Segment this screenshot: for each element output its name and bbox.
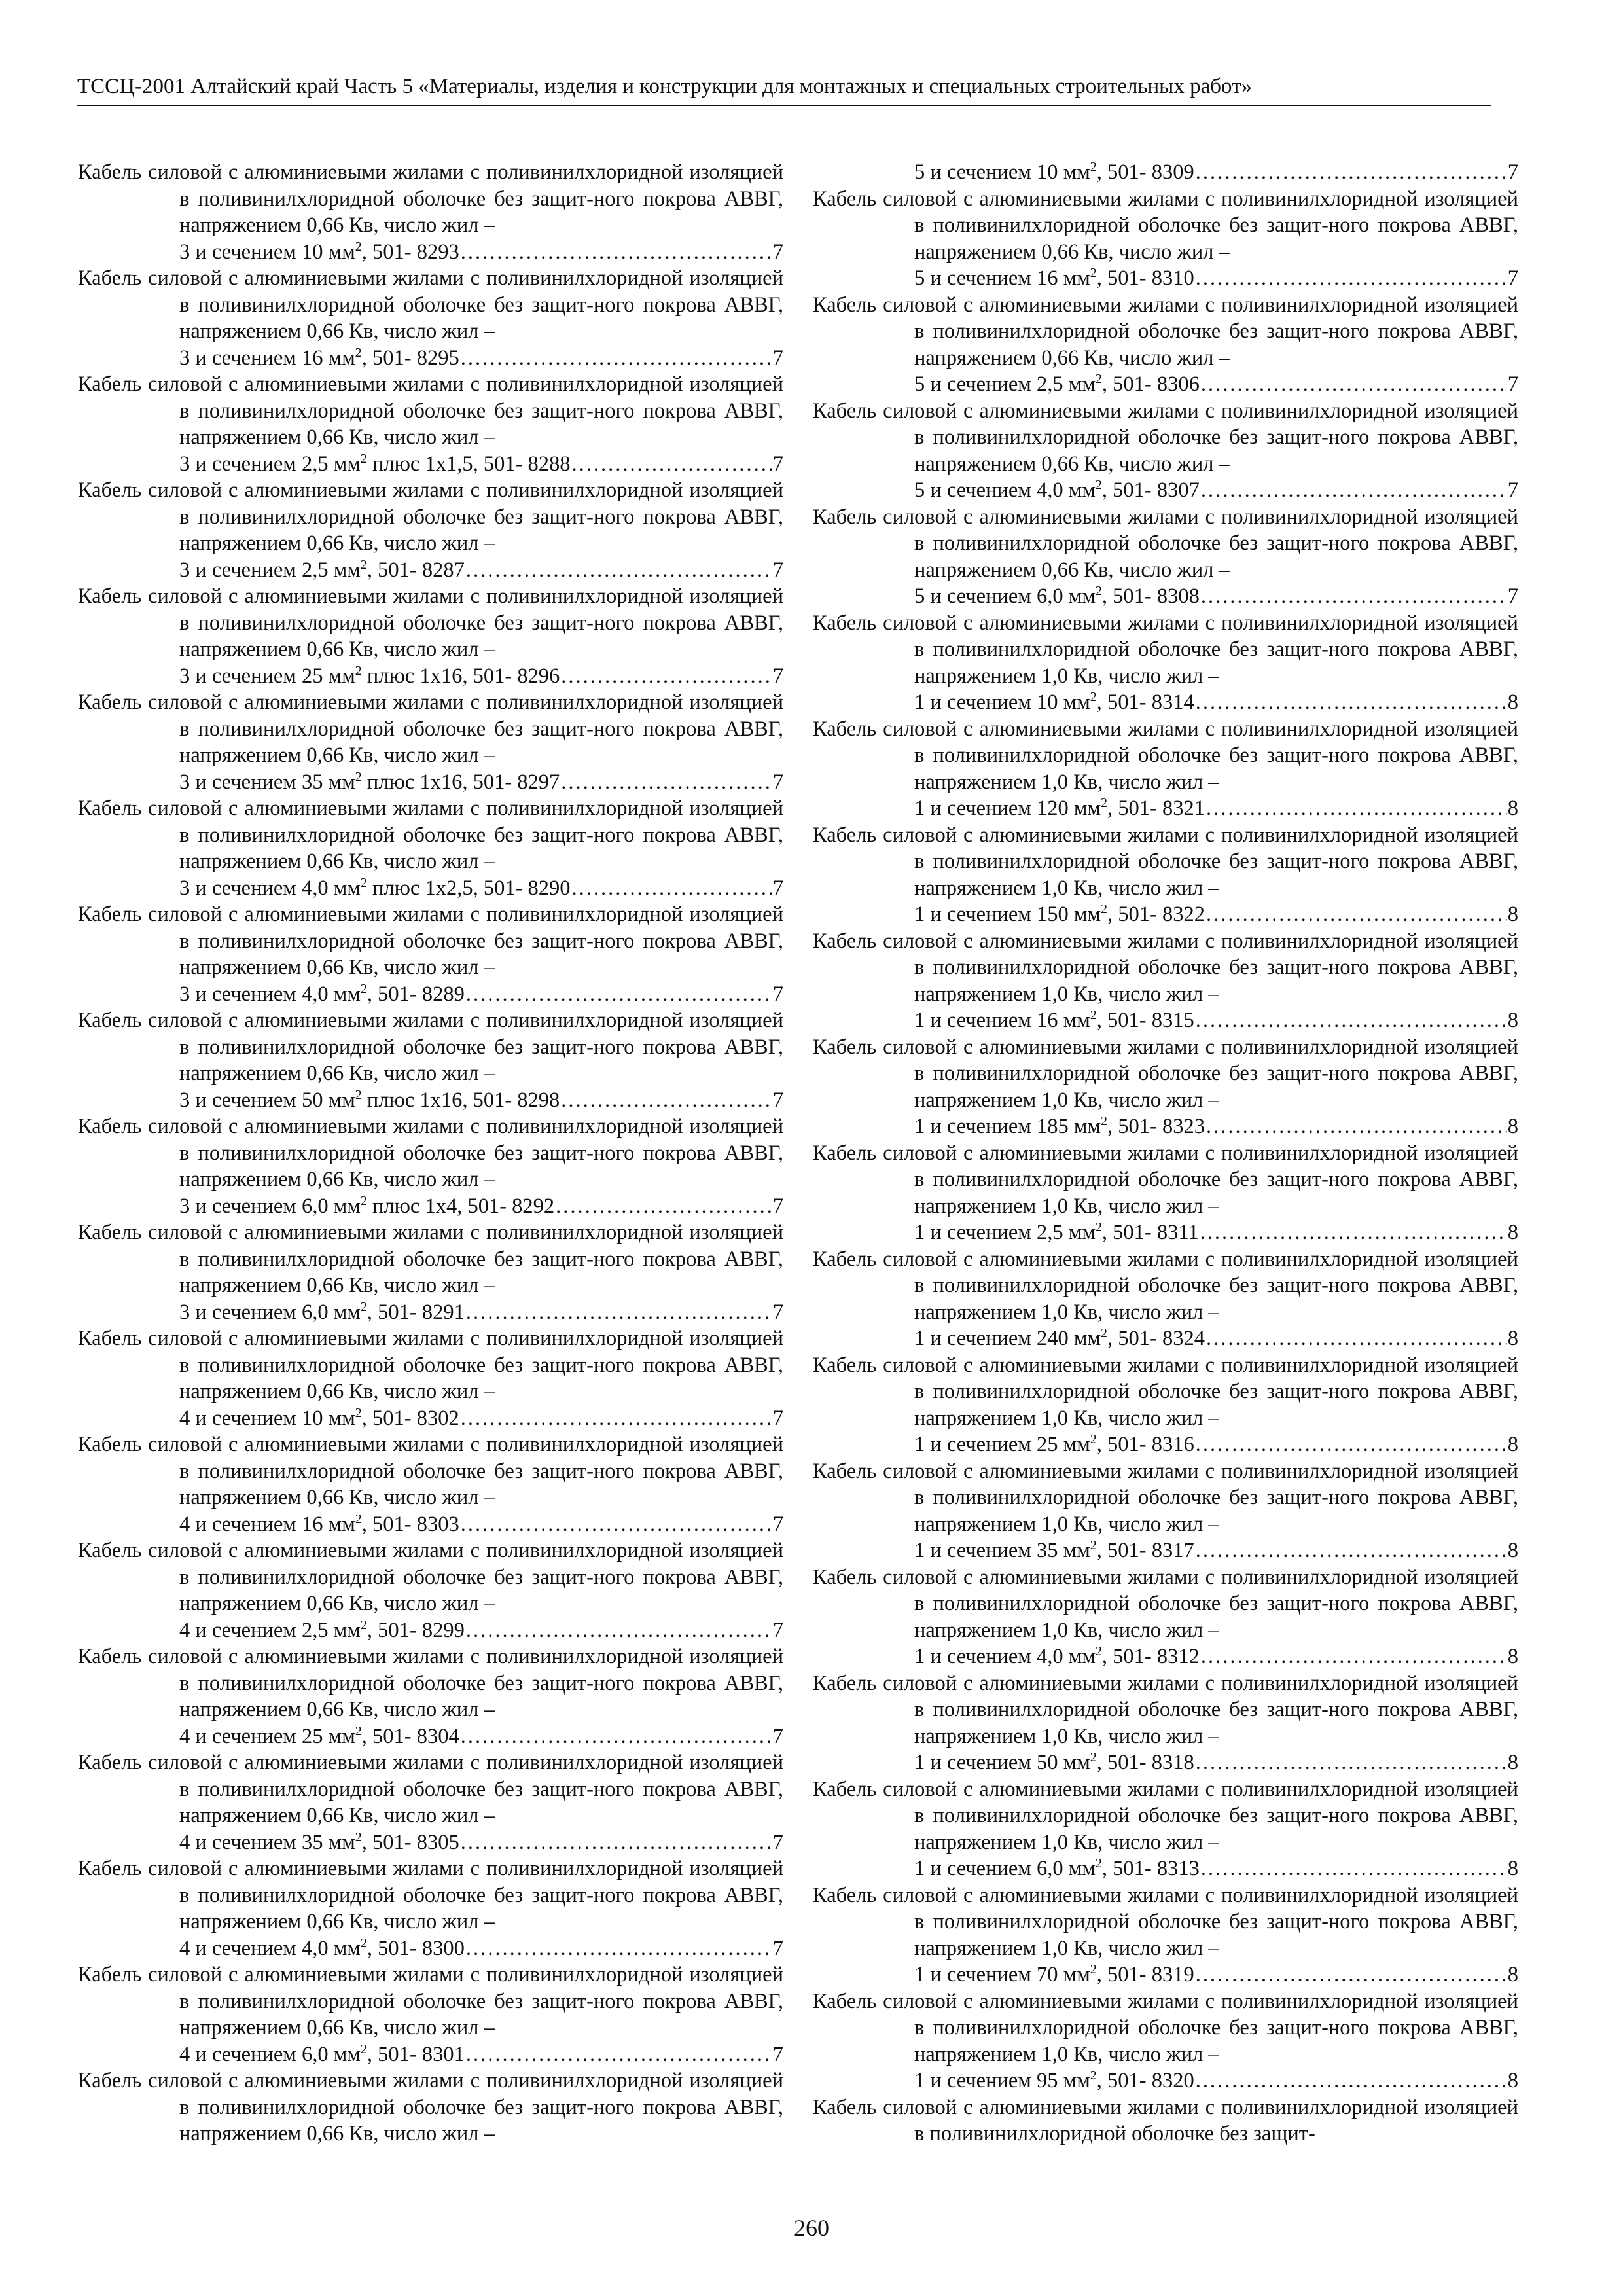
dot-leader [561,1087,771,1114]
index-entry [78,1325,783,1431]
entry-spec: 1 и сечением 95 $мм^2$, 501- 8320 [914,2068,1194,2092]
entry-description: Кабель силовой с алюминиевыми жилами с поливинилхлоридной изоляцией в поливинилхлоридной оболочке без защит-ного покрова АВВГ, напряжением 1,0 Кв, число жил – [813,1035,1518,1112]
dot-leader [461,345,772,372]
dot-leader [556,1193,772,1220]
entry-page-ref: 8 [1507,797,1518,820]
entry-spec: 1 и сечением 70 $мм^2$, 501- 8319 [914,1962,1194,1986]
entry-page-ref: 7 [772,346,783,370]
entry-reference-line [914,1537,1518,1564]
entry-page-ref: 7 [1507,160,1518,184]
entry-spec: 3 и сечением 25 $мм^2$ плюс 1x16, 501- 8296 [179,663,560,688]
entry-reference-line [914,1431,1518,1458]
entry-description: Кабель силовой с алюминиевыми жилами с поливинилхлоридной изоляцией в поливинилхлоридной оболочке без защит-ного покрова АВВГ, напряжением 1,0 Кв, число жил – [813,1989,1518,2066]
entry-page-ref: 7 [772,1512,783,1536]
unit-exponent: 2 [355,239,362,254]
dot-leader [461,239,772,266]
entry-page-ref: 8 [1507,1963,1518,1986]
entry-spec: 4 и сечением 10 $мм^2$, 501- 8302 [179,1405,459,1430]
dot-leader [466,2041,772,2068]
dot-leader [1206,795,1507,822]
entry-description: Кабель силовой с алюминиевыми жилами с поливинилхлоридной изоляцией в поливинилхлоридной оболочке без защит-ного покрова АВВГ, напряжением 1,0 Кв, число жил – [813,1671,1518,1748]
dot-leader [466,557,772,584]
dot-leader [1200,1219,1507,1246]
index-entry [78,1962,783,2068]
dot-leader [1196,159,1507,186]
index-entry [78,1856,783,1962]
index-entry [78,1749,783,1856]
entry-page-ref: 8 [1507,1115,1518,1138]
entry-reference-line [179,1829,783,1856]
entry-spec: 1 и сечением 240 $мм^2$, 501- 8324 [914,1326,1205,1350]
unit-exponent: 2 [1095,584,1102,598]
entry-reference-line [179,769,783,796]
entry-spec: 3 и сечением 6,0 $мм^2$, 501- 8291 [179,1299,465,1324]
entry-reference-line [914,1749,1518,1776]
entry-description: Кабель силовой с алюминиевыми жилами с поливинилхлоридной изоляцией в поливинилхлоридной оболочке без защит-ного покрова АВВГ, напряжением 0,66 Кв, число жил – [813,187,1518,264]
entry-page-ref: 7 [772,770,783,794]
entry-spec: 1 и сечением 25 $мм^2$, 501- 8316 [914,1432,1194,1456]
entry-description: Кабель силовой с алюминиевыми жилами с поливинилхлоридной изоляцией в поливинилхлоридной оболочке без защит-ного покрова АВВГ, напряжением 1,0 Кв, число жил – [813,1247,1518,1324]
entry-description: Кабель силовой с алюминиевыми жилами с поливинилхлоридной изоляцией в поливинилхлоридной оболочке без защит-ного покрова АВВГ, напряжением 0,66 Кв, число жил – [78,1009,783,1085]
entry-page-ref: 8 [1507,2069,1518,2092]
entry-description: Кабель силовой с алюминиевыми жилами с поливинилхлоридной изоляцией в поливинилхлоридной оболочке без защит-ного покрова АВВГ, напряжением 1,0 Кв, число жил – [813,929,1518,1006]
index-entry [78,371,783,477]
unit-exponent: 2 [355,1723,362,1738]
unit-exponent: 2 [355,663,362,678]
entry-description: Кабель силовой с алюминиевыми жилами с поливинилхлоридной изоляцией в поливинилхлоридной оболочке без защит-ного покрова АВВГ, напряжением 1,0 Кв, число жил – [813,1883,1518,1960]
entry-description: Кабель силовой с алюминиевыми жилами с поливинилхлоридной изоляцией в поливинилхлоридной оболочке без защит-ного покрова АВВГ, напряжением 0,66 Кв, число жил – [78,372,783,449]
entry-spec: 3 и сечением 6,0 $мм^2$ плюс 1x4, 501- 8292 [179,1193,555,1218]
entry-page-ref: 7 [772,876,783,900]
entry-description: Кабель силовой с алюминиевыми жилами с поливинилхлоридной изоляцией в поливинилхлоридной оболочке без защит-ного покрова АВВГ, напряжением 0,66 Кв, число жил – [78,691,783,767]
index-entry [813,1352,1518,1458]
entry-description: Кабель силовой с алюминиевыми жилами с поливинилхлоридной изоляцией в поливинилхлоридной оболочке без защит-ного покрова АВВГ, напряжением 0,66 Кв, число жил – [78,1539,783,1615]
index-entry [813,1988,1518,2094]
entry-spec: 3 и сечением 2,5 $мм^2$, 501- 8287 [179,557,465,582]
dot-leader [1201,1856,1507,1882]
index-entry [78,1007,783,1113]
entry-spec: 5 и сечением 16 $мм^2$, 501- 8310 [914,266,1194,290]
unit-exponent: 2 [1095,478,1102,492]
entry-spec: 4 и сечением 16 $мм^2$, 501- 8303 [179,1511,459,1536]
unit-exponent: 2 [1101,796,1108,810]
unit-exponent: 2 [1090,1538,1097,1552]
index-entry [813,398,1518,504]
unit-exponent: 2 [360,1935,367,1950]
entry-description: Кабель силовой с алюминиевыми жилами с поливинилхлоридной изоляцией в поливинилхлоридной оболочке без защит-ного покрова АВВГ, напряжением 0,66 Кв, число жил – [78,478,783,555]
dot-leader [461,1405,772,1432]
unit-exponent: 2 [1090,1962,1097,1977]
index-entry [813,1882,1518,1988]
dot-leader [1206,1113,1507,1140]
entry-page-ref: 7 [1507,584,1518,608]
dot-leader [1206,1325,1507,1352]
unit-exponent: 2 [355,1829,362,1844]
entry-reference-line [179,875,783,902]
entry-page-ref: 8 [1507,903,1518,926]
entry-spec: 3 и сечением 10 $мм^2$, 501- 8293 [179,239,459,264]
index-entry [78,159,783,265]
unit-exponent: 2 [355,1087,362,1102]
unit-exponent: 2 [355,345,362,360]
index-entry [813,1458,1518,1564]
dot-leader [1196,1749,1507,1776]
entry-page-ref: 7 [772,240,783,264]
entry-spec: 1 и сечением 50 $мм^2$, 501- 8318 [914,1750,1194,1774]
entry-description: Кабель силовой с алюминиевыми жилами с поливинилхлоридной изоляцией в поливинилхлоридной оболочке без защит-ного покрова АВВГ, напряжением 1,0 Кв, число жил – [813,717,1518,794]
entry-reference-line [914,795,1518,822]
index-entry [813,292,1518,398]
entry-spec: 1 и сечением 35 $мм^2$, 501- 8317 [914,1538,1194,1562]
index-entry [78,1431,783,1537]
unit-exponent: 2 [360,1193,367,1208]
index-entry [813,822,1518,928]
index-entry [78,689,783,795]
entry-description: Кабель силовой с алюминиевыми жилами с поливинилхлоридной изоляцией в поливинилхлоридной оболочке без защит-ного покрова АВВГ, напряжением 0,66 Кв, число жил – [78,1327,783,1403]
entry-description: Кабель силовой с алюминиевыми жилами с поливинилхлоридной изоляцией в поливинилхлоридной оболочке без защит-ного покрова АВВГ, напряжением 0,66 Кв, число жил – [78,584,783,661]
entry-page-ref: 8 [1507,1539,1518,1562]
unit-exponent: 2 [1090,266,1097,280]
unit-exponent: 2 [355,1511,362,1526]
entry-description: Кабель силовой с алюминиевыми жилами с поливинилхлоридной изоляцией в поливинилхлоридной оболочке без защит-ного покрова АВВГ, напряжением 1,0 Кв, число жил – [813,1777,1518,1854]
entry-reference-line [179,345,783,372]
unit-exponent: 2 [355,1405,362,1420]
entry-page-ref: 7 [772,558,783,582]
entry-description: Кабель силовой с алюминиевыми жилами с поливинилхлоридной изоляцией в поливинилхлоридной оболочке без защит-ного покрова АВВГ, напряжением 0,66 Кв, число жил – [78,1963,783,2039]
entry-reference-line [179,1087,783,1114]
index-entry [813,1670,1518,1776]
unit-exponent: 2 [1095,1220,1102,1234]
entry-spec: 3 и сечением 50 $мм^2$ плюс 1x16, 501- 8298 [179,1087,560,1112]
unit-exponent: 2 [1090,690,1097,704]
entry-reference-line [914,371,1518,398]
index-entry [78,795,783,901]
entry-page-ref: 7 [772,1936,783,1960]
entry-reference-line [914,159,1518,186]
entry-description: Кабель силовой с алюминиевыми жилами с поливинилхлоридной изоляцией в поливинилхлоридной оболочке без защит-ного покрова АВВГ, напряжением 0,66 Кв, число жил – [78,1645,783,1721]
entry-reference-line [914,1962,1518,1988]
entry-spec: 3 и сечением 16 $мм^2$, 501- 8295 [179,345,459,370]
index-entry-partial: Кабель силовой с алюминиевыми жилами с поливинилхлоридной изоляцией в поливинилхлоридной оболочке без защит-ного покрова АВВГ, напряжением 0,66 Кв, число жил – [78,2069,783,2145]
entry-description: Кабель силовой с алюминиевыми жилами с поливинилхлоридной изоляцией в поливинилхлоридной оболочке без защит-ного покрова АВВГ, напряжением 0,66 Кв, число жил – [78,266,783,343]
entry-page-ref: 7 [772,982,783,1006]
entry-description: Кабель силовой с алюминиевыми жилами с поливинилхлоридной изоляцией в поливинилхлоридной оболочке без защит-ного покрова АВВГ, напряжением 0,66 Кв, число жил – [813,399,1518,476]
entry-page-ref: 7 [772,1830,783,1854]
unit-exponent: 2 [360,557,367,572]
dot-leader [466,1617,772,1644]
entry-page-ref: 7 [1507,372,1518,396]
dot-leader [1196,1962,1507,1988]
entry-page-ref: 8 [1507,1857,1518,1880]
index-entry [813,1034,1518,1140]
unit-exponent: 2 [1095,1856,1102,1871]
entry-spec: 3 и сечением 4,0 $мм^2$ плюс 1x2,5, 501- 8290 [179,875,571,900]
index-entry [813,928,1518,1034]
entry-spec: 4 и сечением 2,5 $мм^2$, 501- 8299 [179,1617,465,1642]
entry-spec: 1 и сечением 6,0 $мм^2$, 501- 8313 [914,1856,1200,1880]
entry-page-ref: 7 [772,1300,783,1324]
entry-reference-line [179,663,783,690]
entry-spec: 1 и сечением 185 $мм^2$, 501- 8323 [914,1114,1205,1138]
entry-description: Кабель силовой с алюминиевыми жилами с поливинилхлоридной изоляцией в поливинилхлоридной оболочке без защит-ного покрова АВВГ, напряжением 0,66 Кв, число жил – [78,1115,783,1191]
index-column-right [813,159,1518,2147]
entry-reference-line [179,1935,783,1962]
entry-spec: 4 и сечением 35 $мм^2$, 501- 8305 [179,1829,459,1854]
entry-reference-line [914,901,1518,928]
entry-description: Кабель силовой с алюминиевыми жилами с поливинилхлоридной изоляцией в поливинилхлоридной оболочке без защит-ного покрова АВВГ, напряжением 0,66 Кв, число жил – [78,797,783,873]
entry-page-ref: 8 [1507,1751,1518,1774]
entry-description: Кабель силовой с алюминиевыми жилами с поливинилхлоридной изоляцией в поливинилхлоридной оболочке без защит-ного покрова АВВГ, напряжением 0,66 Кв, число жил – [78,1751,783,1827]
dot-leader [1196,1007,1507,1034]
entry-description: Кабель силовой с алюминиевыми жилами с поливинилхлоридной изоляцией в поливинилхлоридной оболочке без защит-ного покрова АВВГ, напряжением 1,0 Кв, число жил – [813,1353,1518,1430]
unit-exponent: 2 [1095,1644,1102,1659]
entry-spec: 3 и сечением 2,5 $мм^2$ плюс 1x1,5, 501- 8288 [179,451,571,476]
entry-page-ref: 8 [1507,1009,1518,1032]
entry-spec: 3 и сечением 35 $мм^2$ плюс 1x16, 501- 8297 [179,769,560,794]
entry-reference-line [914,1325,1518,1352]
entry-page-ref: 7 [772,1194,783,1218]
dot-leader [572,451,772,478]
entry-spec: 1 и сечением 150 $мм^2$, 501- 8322 [914,902,1205,926]
entry-description: Кабель силовой с алюминиевыми жилами с поливинилхлоридной изоляцией в поливинилхлоридной оболочке без защит-ного покрова АВВГ, напряжением 1,0 Кв, число жил – [813,823,1518,900]
entry-reference-line [914,477,1518,504]
unit-exponent: 2 [1090,1750,1097,1765]
dot-leader [1196,689,1507,716]
index-entry [78,583,783,689]
entry-spec: 5 и сечением 6,0 $мм^2$, 501- 8308 [914,584,1200,608]
dot-leader [561,769,771,796]
page-number: 260 [794,2215,829,2241]
entry-page-ref: 7 [772,1724,783,1748]
entry-spec: 3 и сечением 4,0 $мм^2$, 501- 8289 [179,981,465,1006]
unit-exponent: 2 [1090,1008,1097,1022]
entry-reference-line [914,2068,1518,2094]
entry-reference-line [914,1007,1518,1034]
index-entry [813,186,1518,292]
entry-page-ref: 7 [772,664,783,688]
header-rule [77,105,1491,106]
entry-description: Кабель силовой с алюминиевыми жилами с поливинилхлоридной изоляцией в поливинилхлоридной оболочке без защит-ного покрова АВВГ, напряжением 1,0 Кв, число жил – [813,611,1518,688]
entry-reference-line [914,583,1518,610]
dot-leader [1206,901,1507,928]
unit-exponent: 2 [1101,1114,1108,1128]
dot-leader [466,1935,772,1962]
entry-description: Кабель силовой с алюминиевыми жилами с поливинилхлоридной изоляцией в поливинилхлоридной оболочке без защит-ного покрова АВВГ, напряжением 1,0 Кв, число жил – [813,1459,1518,1536]
unit-exponent: 2 [360,875,367,890]
entry-spec: 1 и сечением 2,5 $мм^2$, 501- 8311 [914,1220,1199,1244]
entry-reference-line [179,451,783,478]
entry-spec: 1 и сечением 120 $мм^2$, 501- 8321 [914,796,1205,820]
entry-reference-line [914,1643,1518,1670]
entry-description: Кабель силовой с алюминиевыми жилами с поливинилхлоридной изоляцией в поливинилхлоридной оболочке без защит-ного покрова АВВГ, напряжением 0,66 Кв, число жил – [78,903,783,979]
entry-spec: 4 и сечением 25 $мм^2$, 501- 8304 [179,1723,459,1748]
index-entry [78,901,783,1007]
entry-reference-line [179,1193,783,1220]
entry-reference-line [914,1856,1518,1882]
entry-spec: 4 и сечением 4,0 $мм^2$, 501- 8300 [179,1935,465,1960]
unit-exponent: 2 [1095,372,1102,386]
dot-leader [1196,1431,1507,1458]
entry-description: Кабель силовой с алюминиевыми жилами с поливинилхлоридной изоляцией в поливинилхлоридной оболочке без защит-ного покрова АВВГ, напряжением 0,66 Кв, число жил – [78,160,783,237]
index-entry [813,1776,1518,1882]
entry-page-ref: 8 [1507,691,1518,714]
entry-page-ref: 8 [1507,1221,1518,1244]
dot-leader [466,981,772,1008]
entry-description: Кабель силовой с алюминиевыми жилами с поливинилхлоридной изоляцией в поливинилхлоридной оболочке без защит-ного покрова АВВГ, напряжением 0,66 Кв, число жил – [813,505,1518,582]
dot-leader [1201,477,1507,504]
entry-reference-line [914,1219,1518,1246]
unit-exponent: 2 [360,1617,367,1632]
entry-page-ref: 7 [772,1406,783,1430]
unit-exponent: 2 [360,451,367,466]
dot-leader [1201,371,1507,398]
entry-page-ref: 8 [1507,1433,1518,1456]
entry-page-ref: 7 [772,2042,783,2066]
dot-leader [1196,1537,1507,1564]
index-entry-partial: Кабель силовой с алюминиевыми жилами с поливинилхлоридной изоляцией в поливинилхлоридной оболочке без защит- [813,2095,1518,2145]
entry-spec: 1 и сечением 10 $мм^2$, 501- 8314 [914,690,1194,714]
dot-leader [561,663,771,690]
index-entry [78,265,783,371]
entry-description: Кабель силовой с алюминиевыми жилами с поливинилхлоридной изоляцией в поливинилхлоридной оболочке без защит-ного покрова АВВГ, напряжением 0,66 Кв, число жил – [78,1857,783,1933]
index-entry [813,1564,1518,1670]
unit-exponent: 2 [1101,902,1108,916]
entry-spec: 1 и сечением 4,0 $мм^2$, 501- 8312 [914,1644,1200,1668]
dot-leader [466,1299,772,1326]
index-entry [813,1140,1518,1246]
dot-leader [1196,265,1507,292]
entry-description: Кабель силовой с алюминиевыми жилами с поливинилхлоридной изоляцией в поливинилхлоридной оболочке без защит-ного покрова АВВГ, напряжением 0,66 Кв, число жил – [813,293,1518,370]
index-entry [813,504,1518,610]
entry-spec: 1 и сечением 16 $мм^2$, 501- 8315 [914,1008,1194,1032]
entry-spec: 5 и сечением 2,5 $мм^2$, 501- 8306 [914,372,1200,396]
entry-description: Кабель силовой с алюминиевыми жилами с поливинилхлоридной изоляцией в поливинилхлоридной оболочке без защит-ного покрова АВВГ, напряжением 0,66 Кв, число жил – [78,1433,783,1509]
dot-leader [1201,583,1507,610]
entry-reference-line [914,1113,1518,1140]
entry-reference-line [179,1405,783,1432]
index-entry [78,1537,783,1643]
entry-description: Кабель силовой с алюминиевыми жилами с поливинилхлоридной изоляцией в поливинилхлоридной оболочке без защит-ного покрова АВВГ, напряжением 0,66 Кв, число жил – [78,1221,783,1297]
entry-page-ref: 7 [1507,478,1518,502]
unit-exponent: 2 [1101,1326,1108,1340]
entry-reference-line [179,1723,783,1750]
dot-leader [461,1511,772,1538]
entry-reference-line [179,1299,783,1326]
entry-page-ref: 7 [772,1088,783,1112]
entry-reference-line [914,265,1518,292]
index-column-left [78,159,783,2147]
index-entry [78,1219,783,1325]
entry-spec: 5 и сечением 10 $мм^2$, 501- 8309 [914,160,1194,184]
running-header: ТССЦ-2001 Алтайский край Часть 5 «Материалы, изделия и конструкции для монтажных и специальных строительных работ» [77,75,1253,98]
index-entry [78,1643,783,1749]
dot-leader [1196,2068,1507,2094]
entry-reference-line [914,689,1518,716]
dot-leader [461,1723,772,1750]
entry-reference-line [179,981,783,1008]
entry-page-ref: 7 [772,452,783,476]
entry-spec: 5 и сечением 4,0 $мм^2$, 501- 8307 [914,478,1200,502]
entry-reference-line [179,557,783,584]
unit-exponent: 2 [360,981,367,996]
index-entry [813,1246,1518,1352]
index-entry [78,477,783,583]
unit-exponent: 2 [1090,2068,1097,2083]
entry-reference-line [179,1511,783,1538]
entry-description: Кабель силовой с алюминиевыми жилами с поливинилхлоридной изоляцией в поливинилхлоридной оболочке без защит-ного покрова АВВГ, напряжением 1,0 Кв, число жил – [813,1141,1518,1218]
entry-page-ref: 7 [1507,266,1518,290]
unit-exponent: 2 [355,769,362,784]
entry-reference-line [179,1617,783,1644]
index-entry [813,716,1518,822]
entry-spec: 4 и сечением 6,0 $мм^2$, 501- 8301 [179,2041,465,2066]
entry-page-ref: 7 [772,1618,783,1642]
dot-leader [572,875,772,902]
dot-leader [1201,1643,1507,1670]
unit-exponent: 2 [360,2041,367,2056]
dot-leader [461,1829,772,1856]
entry-page-ref: 8 [1507,1327,1518,1350]
entry-reference-line [179,2041,783,2068]
entry-reference-line [179,239,783,266]
unit-exponent: 2 [1090,1432,1097,1446]
entry-description: Кабель силовой с алюминиевыми жилами с поливинилхлоридной изоляцией в поливинилхлоридной оболочке без защит-ного покрова АВВГ, напряжением 1,0 Кв, число жил – [813,1565,1518,1642]
unit-exponent: 2 [360,1299,367,1314]
entry-page-ref: 8 [1507,1645,1518,1668]
index-entry [813,610,1518,716]
index-entry [78,1113,783,1219]
index-entry-continued [813,159,1518,186]
unit-exponent: 2 [1090,160,1097,174]
